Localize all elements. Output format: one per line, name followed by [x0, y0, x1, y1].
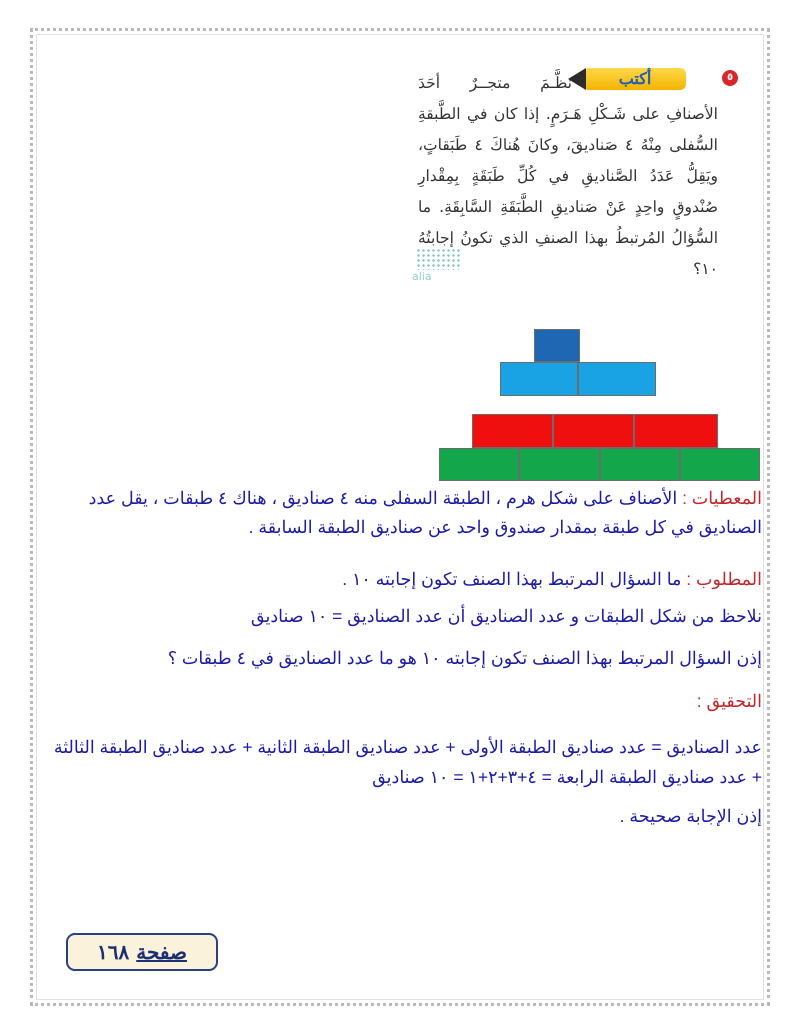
pyramid-box-layer4-4 — [680, 448, 760, 481]
givens — [46, 484, 762, 542]
therefore-text: إذن السؤال المرتبط بهذا الصنف تكون إجابته ١٠ هو ما عدد الصناديق في ٤ طبقات ؟ — [167, 648, 762, 668]
pyramid-box-layer3-2 — [553, 414, 634, 448]
write-badge-label: أكتب — [618, 69, 652, 88]
verify-label: التحقيق : — [696, 691, 762, 711]
pyramid-box-layer4-2 — [519, 448, 600, 481]
page-number: ١٦٨ — [97, 940, 130, 964]
givens-text: الأصناف على شكل هرم ، الطبقة السفلى منه ٤ صناديق ، هناك ٤ طبقات ، يقل عدد الصناديق في كل طبقة بمقدار صندوق واحد عن صناديق الطبقة السابقة . — [88, 488, 762, 537]
pyramid-box-layer3-3 — [634, 414, 718, 448]
publisher-watermark — [410, 248, 470, 284]
page-word: صفحة — [136, 940, 187, 964]
verification — [46, 732, 762, 792]
required-label: المطلوب : — [686, 569, 762, 589]
givens-label: المعطيات : — [682, 488, 762, 508]
exercise-number-badge: ٥ — [722, 70, 738, 86]
required — [46, 566, 762, 592]
watermark-text: alia — [412, 270, 432, 283]
pyramid-box-layer4-1 — [439, 448, 519, 481]
exercise-lead-text: نظَّـمَ متجــرٌ أحَدَ — [418, 74, 572, 92]
pyramid-box-top — [534, 329, 580, 362]
observation — [46, 603, 762, 629]
final-conclusion — [46, 803, 762, 829]
pyramid-box-layer2-right — [578, 362, 656, 396]
textbook-excerpt — [410, 62, 740, 284]
pyramid-box-layer4-3 — [600, 448, 680, 481]
conclusion-text: إذن الإجابة صحيحة . — [619, 806, 762, 826]
conclusion-question — [46, 645, 762, 671]
verify-text: عدد الصناديق = عدد صناديق الطبقة الأولى + عدد صناديق الطبقة الثانية + عدد صناديق الطبقة الثالثة + عدد صناديق الطبقة الرابعة = ٤+٣+٢+١ = ١٠ صناديق — [53, 737, 762, 787]
pyramid-box-layer3-1 — [472, 414, 553, 448]
page-number-badge — [66, 933, 218, 971]
required-text: ما السؤال المرتبط بهذا الصنف تكون إجابته ١٠ . — [342, 569, 687, 589]
watermark-dots-icon — [416, 248, 462, 270]
verification-heading — [46, 688, 762, 714]
pyramid-box-layer2-left — [500, 362, 578, 396]
observation-text: نلاحظ من شكل الطبقات و عدد الصناديق أن عدد الصناديق = ١٠ صناديق — [250, 606, 762, 626]
exercise-body: الأصنافِ على شَـكْلِ هَـرَمٍ. إذا كان في الطَّبقةِ السُّفلى مِنْهُ ٤ صَناديقَ، وكانَ هُناكَ ٤ طَبَقاتٍ، ويَقِلُّ عَدَدُ الصَّناديقِ في كُلِّ طَبَقَةٍ بِمِقْدارِ صُنْدوقٍ واحِدٍ عَنْ صَناديقِ الطَّبَقَةِ السَّابِقَةِ. ما السُّؤالُ المُرتبطُ بهذا الصنفِ الذي تكونُ إجابتُهُ ١٠؟ — [418, 105, 718, 278]
